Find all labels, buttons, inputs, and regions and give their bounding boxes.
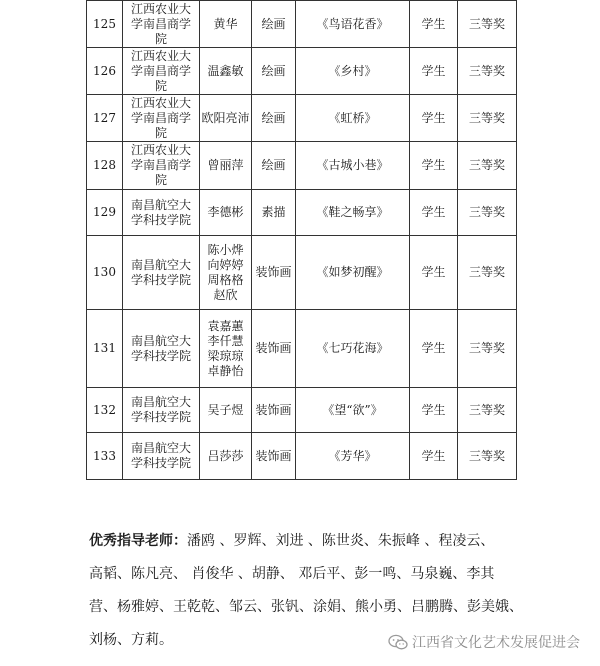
cell-no: 125 <box>87 1 123 48</box>
cell-award: 三等奖 <box>458 190 517 236</box>
cell-no: 126 <box>87 48 123 95</box>
cell-category: 绘画 <box>252 48 296 95</box>
cell-work: 《如梦初醒》 <box>296 236 410 310</box>
author-name: 吕莎莎 <box>207 448 244 463</box>
author-name: 周格格 <box>207 272 244 287</box>
cell-name <box>200 95 252 142</box>
watermark <box>388 632 580 652</box>
cell-award: 三等奖 <box>458 310 517 388</box>
cell-category: 装饰画 <box>252 310 296 388</box>
cell-school <box>123 1 200 48</box>
cell-work: 《古城小巷》 <box>296 142 410 190</box>
school-line: 江西农业大 <box>130 143 191 157</box>
author-name: 卓静怡 <box>207 363 244 378</box>
cell-no: 133 <box>87 433 123 480</box>
teachers-label: 优秀指导老师： <box>89 533 187 549</box>
cell-role: 学生 <box>410 433 458 480</box>
author-name: 欧阳亮沛 <box>201 110 250 125</box>
table-row <box>87 433 517 480</box>
cell-award: 三等奖 <box>458 1 517 48</box>
author-name: 李仟慧 <box>207 333 244 348</box>
school-line: 学南昌商学 <box>130 63 191 78</box>
school-line: 南昌航空大 <box>130 441 191 455</box>
cell-no: 132 <box>87 388 123 433</box>
cell-no: 127 <box>87 95 123 142</box>
cell-role: 学生 <box>410 388 458 433</box>
cell-school <box>123 310 200 388</box>
school-line: 江西农业大 <box>130 95 191 110</box>
table-row <box>87 236 517 310</box>
cell-award: 三等奖 <box>458 95 517 142</box>
school-line: 学科技学院 <box>130 456 191 470</box>
table-row <box>87 388 517 433</box>
cell-category: 装饰画 <box>252 388 296 433</box>
watermark-text: 江西省文化艺术发展促进会 <box>412 635 580 651</box>
author-name: 赵欣 <box>213 287 238 302</box>
cell-work: 《虹桥》 <box>296 95 410 142</box>
author-name: 向婷婷 <box>207 257 244 272</box>
school-line: 学科技学院 <box>130 272 191 287</box>
cell-work: 《七巧花海》 <box>296 310 410 388</box>
cell-role: 学生 <box>410 1 458 48</box>
table-row <box>87 190 517 236</box>
cell-category: 绘画 <box>252 95 296 142</box>
cell-role: 学生 <box>410 95 458 142</box>
author-name: 袁嘉蕙 <box>207 318 244 333</box>
author-name: 曾丽萍 <box>207 158 244 172</box>
cell-category: 装饰画 <box>252 433 296 480</box>
cell-work: 《望“欲”》 <box>296 388 410 433</box>
cell-award: 三等奖 <box>458 142 517 190</box>
table-row <box>87 310 517 388</box>
cell-no: 128 <box>87 142 123 190</box>
school-line: 院 <box>154 78 167 93</box>
school-line: 学科技学院 <box>130 212 191 227</box>
school-line: 院 <box>154 31 167 46</box>
cell-school <box>123 433 200 480</box>
cell-work: 《鞋之畅享》 <box>296 190 410 236</box>
cell-award: 三等奖 <box>458 48 517 95</box>
cell-no: 131 <box>87 310 123 388</box>
awards-table <box>86 0 517 480</box>
teachers-line-2: 高韬、陈凡亮、 肖俊华 、胡静、 邓后平、彭一鸣、马泉巍、李其 <box>89 566 495 582</box>
cell-award: 三等奖 <box>458 433 517 480</box>
cell-work: 《鸟语花香》 <box>296 1 410 48</box>
cell-school <box>123 142 200 190</box>
school-line: 院 <box>154 173 167 187</box>
author-name: 梁琼琼 <box>207 348 244 363</box>
table-row <box>87 142 517 190</box>
cell-name <box>200 236 252 310</box>
teachers-line-3: 营、杨雅婷、王乾乾、邹云、张钒、涂娟、熊小勇、吕鹏腾、彭美娥、 <box>89 599 523 615</box>
author-name: 吴子煜 <box>207 402 244 417</box>
cell-name <box>200 388 252 433</box>
cell-name <box>200 142 252 190</box>
school-line: 江西农业大 <box>130 48 191 63</box>
cell-school <box>123 48 200 95</box>
teachers-line-1 <box>89 525 549 558</box>
table-row <box>87 48 517 95</box>
cell-award: 三等奖 <box>458 236 517 310</box>
school-line: 南昌航空大 <box>130 395 191 409</box>
school-line: 学科技学院 <box>130 348 191 363</box>
school-line: 学南昌商学 <box>130 158 191 172</box>
table-row <box>87 1 517 48</box>
cell-role: 学生 <box>410 190 458 236</box>
author-name: 李德彬 <box>207 205 244 219</box>
author-name: 陈小烨 <box>207 242 244 257</box>
cell-school <box>123 236 200 310</box>
school-line: 学科技学院 <box>130 410 191 424</box>
school-line: 院 <box>154 125 167 140</box>
cell-name <box>200 433 252 480</box>
cell-award: 三等奖 <box>458 388 517 433</box>
cell-role: 学生 <box>410 310 458 388</box>
school-line: 学南昌商学 <box>130 16 191 31</box>
author-name: 温鑫敏 <box>207 63 244 78</box>
cell-role: 学生 <box>410 142 458 190</box>
cell-role: 学生 <box>410 48 458 95</box>
teachers-names-1: 潘鸥 、罗辉、刘进 、陈世炎、朱振峰 、程凌云、 <box>187 533 495 549</box>
school-line: 江西农业大 <box>130 1 191 16</box>
cell-school <box>123 190 200 236</box>
cell-category: 绘画 <box>252 1 296 48</box>
cell-category: 装饰画 <box>252 236 296 310</box>
school-line: 南昌航空大 <box>130 333 191 348</box>
school-line: 学南昌商学 <box>130 110 191 125</box>
cell-school <box>123 95 200 142</box>
school-line: 南昌航空大 <box>130 197 191 212</box>
cell-work: 《乡村》 <box>296 48 410 95</box>
cell-category: 素描 <box>252 190 296 236</box>
school-line: 南昌航空大 <box>130 257 191 272</box>
cell-school <box>123 388 200 433</box>
wechat-icon <box>388 634 408 651</box>
cell-name <box>200 310 252 388</box>
cell-category: 绘画 <box>252 142 296 190</box>
cell-role: 学生 <box>410 236 458 310</box>
cell-work: 《芳华》 <box>296 433 410 480</box>
cell-name <box>200 1 252 48</box>
cell-name <box>200 190 252 236</box>
teachers-line-4: 刘杨、方莉。 <box>89 632 173 648</box>
table-row <box>87 95 517 142</box>
cell-no: 129 <box>87 190 123 236</box>
cell-name <box>200 48 252 95</box>
cell-no: 130 <box>87 236 123 310</box>
author-name: 黄华 <box>213 16 238 31</box>
